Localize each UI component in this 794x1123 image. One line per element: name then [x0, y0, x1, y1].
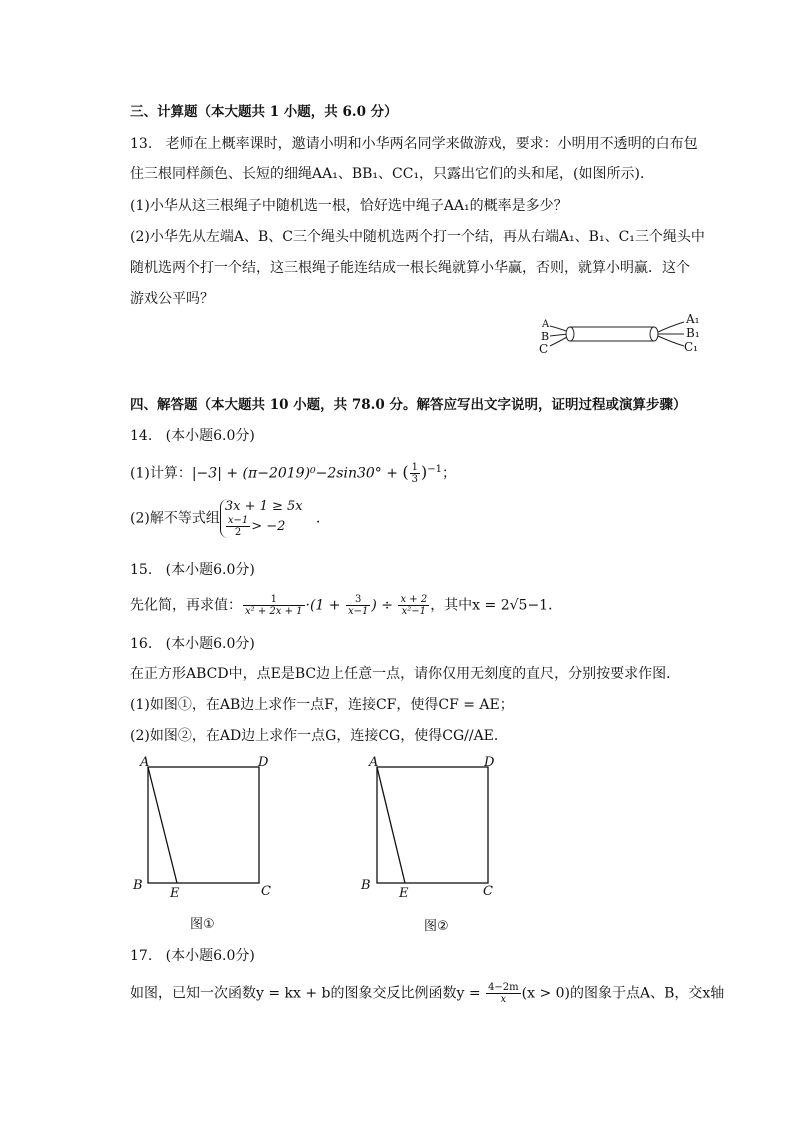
q13-part2-line1: (2)小华先从左端A、B、C三个绳头中随机选两个打一个结，再从右端A₁、B₁、C₁三个绳头中	[130, 229, 705, 245]
q14-header	[130, 426, 255, 446]
q15-f2-den: x−1	[347, 606, 369, 617]
q15-score: (本小题6.0分)	[165, 562, 255, 578]
section-3-heading: 三、计算题（本大题共 1 小题，共 6.0 分）	[130, 104, 398, 120]
q15-f2-num: 3	[346, 594, 370, 606]
q14-frac-den: 3	[411, 474, 419, 486]
fig1-caption: 图①	[190, 917, 215, 932]
rope-label-c: C	[539, 342, 549, 356]
q15-mid1: ·(1 +	[305, 597, 345, 614]
figure-2	[358, 755, 508, 935]
q15-f3-num: x + 2	[400, 594, 428, 605]
rope-label-b: B	[541, 330, 550, 343]
rope-figure	[536, 312, 706, 360]
q17-frac	[486, 982, 521, 1005]
q15-number: 15.	[130, 562, 153, 578]
q14-part1-prefix: (1)计算：	[130, 465, 192, 482]
q14-frac-num: 1	[411, 462, 419, 474]
q14-inequality-system	[220, 499, 303, 538]
q13-part2-line2: 随机选两个打一个结，这三根绳子能连结成一根长绳就算小华赢，否则，就算小明赢．这个	[130, 260, 690, 276]
q14-frac	[410, 462, 420, 485]
q14-ineq1: 3x + 1 ≥ 5x	[224, 499, 303, 514]
q17-prefix: 如图，已知一次函数y = kx + b的图象交反比例函数y =	[130, 985, 486, 1002]
q15-frac2	[346, 594, 370, 617]
fig1-label-d: D	[258, 755, 269, 770]
q14-part2	[130, 499, 330, 538]
fig2-label-b: B	[361, 878, 371, 893]
q13-number: 13.	[130, 136, 153, 152]
figure-2-square	[358, 755, 508, 895]
q17-header	[130, 946, 255, 966]
q15-prefix: 先化简，再求值：	[130, 597, 242, 614]
figure-1	[130, 755, 280, 935]
q15-frac1	[243, 594, 305, 617]
q16-header	[130, 634, 255, 654]
q15-f1-num: 1	[243, 594, 305, 606]
fig1-label-e: E	[170, 886, 180, 901]
section-4-heading: 四、解答题（本大题共 10 小题，共 78.0 分。解答应写出文字说明，证明过程或演算步骤）	[130, 397, 687, 413]
q15-f3-den: x²−1	[401, 606, 426, 617]
q16-part2: (2)如图②，在AD边上求作一点G，连接CG，使得CG//AE．	[130, 728, 508, 744]
q15-mid2: ) ÷	[371, 597, 398, 614]
q15-f1-den: x² + 2x + 1	[245, 606, 303, 617]
q17-frac-num: 4−2m	[488, 982, 519, 993]
q17-text	[130, 982, 724, 1005]
q15-frac3	[398, 594, 429, 617]
q13-text: 老师在上概率课时，邀请小明和小华两名同学来做游戏，要求：小明用不透明的白布包	[165, 136, 698, 152]
q14-ineq2-num: x−1	[227, 515, 249, 526]
q14-exp: −1	[427, 464, 443, 475]
q16-score: (本小题6.0分)	[165, 636, 255, 652]
q15-suffix: ，其中x = 2√5−1．	[430, 597, 563, 614]
q13-part2-line3: 游戏公平吗？	[130, 291, 214, 307]
rope-label-b1: B₁	[686, 326, 700, 340]
q16-number: 16.	[130, 636, 153, 652]
q16-part1: (1)如图①，在AB边上求作一点F，连接CF，使得CF = AE；	[130, 697, 514, 713]
q17-number: 17.	[130, 948, 153, 964]
rope-label-a: A	[542, 319, 550, 330]
rope-label-c1: C₁	[684, 340, 698, 354]
q13-part1: (1)小华从这三根绳子中随机选一根，恰好选中绳子AA₁的概率是多少？	[130, 198, 568, 214]
q16-text: 在正方形ABCD中，点E是BC边上任意一点，请你仅用无刻度的直尺，分别按要求作图．	[130, 666, 681, 682]
q17-frac-den: x	[500, 994, 507, 1005]
q14-part2-end: ．	[316, 510, 330, 527]
fig2-label-d: D	[484, 755, 495, 770]
q17-score: (本小题6.0分)	[165, 948, 255, 964]
q14-ineq2-rest: > −2	[251, 519, 286, 534]
rope-diagram	[536, 312, 706, 360]
q14-number: 14.	[130, 428, 153, 444]
q14-score: (本小题6.0分)	[165, 428, 255, 444]
fig1-label-c: C	[261, 884, 271, 899]
rope-label-a1: A₁	[686, 312, 700, 326]
q17-suffix: (x > 0)的图象于点A、B，交x轴	[521, 985, 725, 1002]
q14-part1-end: ；	[442, 465, 457, 482]
fig1-label-a: A	[140, 755, 150, 770]
fig2-label-a: A	[369, 755, 379, 770]
q15-expression	[130, 594, 562, 617]
fig2-caption: 图②	[424, 919, 449, 934]
fig2-label-c: C	[483, 884, 493, 899]
q15-header	[130, 560, 255, 580]
q13-line2: 住三根同样颜色、长短的细绳AA₁、BB₁、CC₁，只露出它们的头和尾，(如图所示)．	[130, 166, 654, 182]
fig2-label-e: E	[399, 886, 409, 901]
q14-part1-expr: |−3| + (π−2019)⁰−2sin30° +	[191, 465, 403, 482]
q14-ineq2-frac	[226, 515, 250, 538]
q14-ineq2-den: 2	[234, 527, 242, 538]
figure-1-square	[130, 755, 280, 895]
q13-line1	[130, 134, 698, 154]
q14-part2-prefix: (2)解不等式组	[130, 510, 220, 527]
q14-part1: (1)计算：|−3| + (π−2019)⁰−2sin30° + ( $\frac{1}{3}$ )$^{-1}$；	[130, 462, 457, 486]
fig1-label-b: B	[133, 878, 143, 893]
